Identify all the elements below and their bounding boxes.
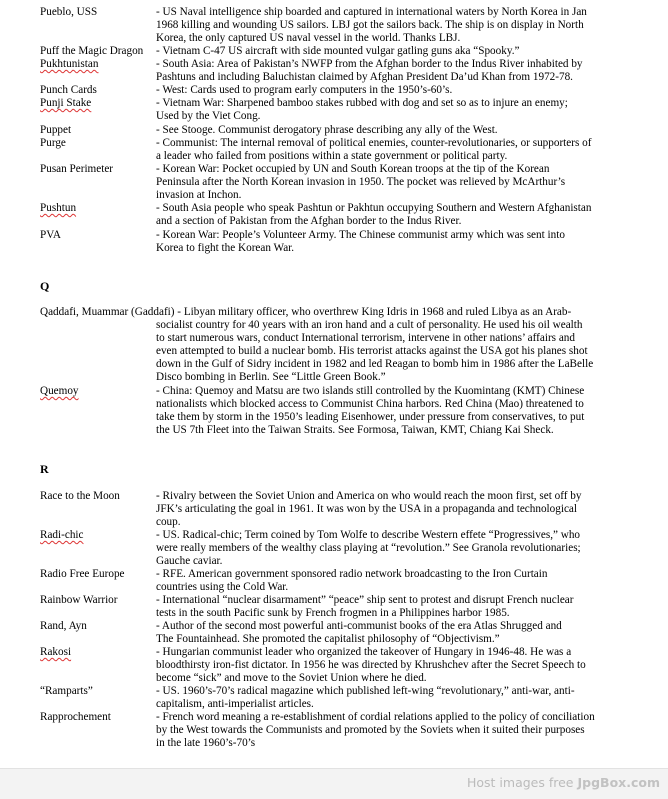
term: Pushtun [40, 202, 77, 214]
definition: - Vietnam War: Sharpened bamboo stakes rubbed with dog and set so as to injure an enemy; Used by the Viet Cong. [156, 97, 568, 122]
footer-brand: JpgBox.com [577, 775, 660, 790]
term: Punji Stake [40, 97, 92, 109]
term: Race to the Moon [40, 490, 120, 502]
definition: - West: Cards used to program early computers in the 1950’s-60’s. [156, 84, 453, 96]
definition: - US Naval intelligence ship boarded and captured in international waters by North Korea in Jan 1968 killing and wounding US sailors. LBJ got the sailors back. The ship is on display in North Korea, the only captured US naval vessel in the world. Thanks LBJ. [156, 6, 587, 44]
definition: - US. 1960’s-70’s radical magazine which published left-wing “revolutionary,” anti-war, anti- capitalism, anti-imperialist articles. [156, 685, 575, 710]
definition: - Author of the second most powerful anti-communist books of the era Atlas Shrugged and The Fountainhead. She promoted the capitalist philosophy of “Objectivism.” [156, 620, 562, 645]
host-footer [0, 768, 668, 799]
term: Puff the Magic Dragon [40, 45, 144, 57]
section-letter-r: R [40, 462, 49, 476]
definition: - RFE. American government sponsored radio network broadcasting to the Iron Curtain countries using the Cold War. [156, 568, 548, 593]
term: PVA [40, 229, 61, 241]
term: “Ramparts” [40, 685, 93, 697]
term: Quemoy [40, 385, 79, 397]
term: Puppet [40, 124, 72, 136]
definition: - Vietnam C-47 US aircraft with side mounted vulgar gatling guns aka “Spooky.” [156, 45, 520, 57]
definition: - South Asia: Area of Pakistan’s NWFP from the Afghan border to the Indus River inhabited by Pashtuns and including Baluchistan claimed by Afghan President Da’ud Khan from 1972-78. [156, 58, 583, 83]
entry-qaddafi: Qaddafi, Muammar (Gaddafi) - Libyan military officer, who overthrew King Idris in 1968 and ruled Libya as an Arab- socialist country for 40 years with an iron hand and a cult of personality. He used his oil wealth to start numerous wars, conduct International terrorism, intervene in other nations’ affairs and even attempted to build a nuclear bomb. His terrorist attacks against the USA got his planes shot down in the Gulf of Sidry incident in 1982 and led Reagan to bomb him in 1986 after the LaBelle Disco bombing in Berlin. See “Little Green Book.” [40, 306, 594, 383]
term: Pueblo, USS [40, 6, 98, 18]
footer-prefix: Host images free [467, 775, 574, 790]
definition: - Rivalry between the Soviet Union and America on who would reach the moon first, set off by JFK’s articulating the goal in 1961. It was won by the USA in a propaganda and technological coup. [156, 490, 582, 528]
term: Radi-chic [40, 529, 84, 541]
section-letter-q: Q [40, 279, 50, 293]
definition: - International “nuclear disarmament” “peace” ship sent to protest and disrupt French nuclear tests in the south Pacific sunk by French frogmen in a Philippines harbor 1985. [156, 594, 574, 619]
definition: - Hungarian communist leader who organized the takeover of Hungary in 1946-48. He was a bloodthirsty iron-fist dictator. In 1956 he was directed by Khrushchev after the Secret Speech to become “sick” and move to the Soviet Union where he died. [156, 646, 586, 684]
definition: - South Asia people who speak Pashtun or Pakhtun occupying Southern and Western Afghanistan and a section of Pakistan from the Afghan border to the Indus River. [156, 202, 592, 227]
term: Rapprochement [40, 711, 111, 723]
term: Rakosi [40, 646, 72, 658]
term: Rainbow Warrior [40, 594, 118, 606]
term: Punch Cards [40, 84, 97, 96]
term: Radio Free Europe [40, 568, 125, 580]
definition: - See Stooge. Communist derogatory phrase describing any ally of the West. [156, 124, 498, 136]
definition: - French word meaning a re-establishment of cordial relations applied to the policy of conciliation by the West towards the Communists and promoted by the Soviets when it suited their purposes in the late 1960’s-70’s [156, 711, 595, 749]
definition: - Korean War: People’s Volunteer Army. The Chinese communist army which was sent into Korea to fight the Korean War. [156, 229, 565, 254]
definition: - US. Radical-chic; Term coined by Tom Wolfe to describe Western effete “Progressives,” who were really members of the wealthy class playing at “revolution.” See Granola revolutionaries; Gauche caviar. [156, 529, 581, 567]
term: Purge [40, 137, 66, 149]
definition: - China: Quemoy and Matsu are two islands still controlled by the Kuomintang (KMT) Chinese nationalists which blocked access to Communist China harbors. Red China (Mao) threatened to take them by storm in the 1950’s leading Eisenhower, under pressure from conservatives, to put the US 7th Fleet into the Taiwan Straits. See Formosa, Taiwan, KMT, Chiang Kai Sheck. [156, 385, 585, 436]
term: Pukhtunistan [40, 58, 99, 70]
definition: - Communist: The internal removal of political enemies, counter-revolutionaries, or supporters of a leader who failed from positions within a state government or political party. [156, 137, 592, 162]
host-link[interactable] [467, 775, 660, 790]
term: Rand, Ayn [40, 620, 87, 632]
definition: - Korean War: Pocket occupied by UN and South Korean troops at the tip of the Korean Peninsula after the North Korean invasion in 1950. The pocket was relieved by McArthur’s invasion at Inchon. [156, 163, 566, 201]
term: Pusan Perimeter [40, 163, 114, 175]
